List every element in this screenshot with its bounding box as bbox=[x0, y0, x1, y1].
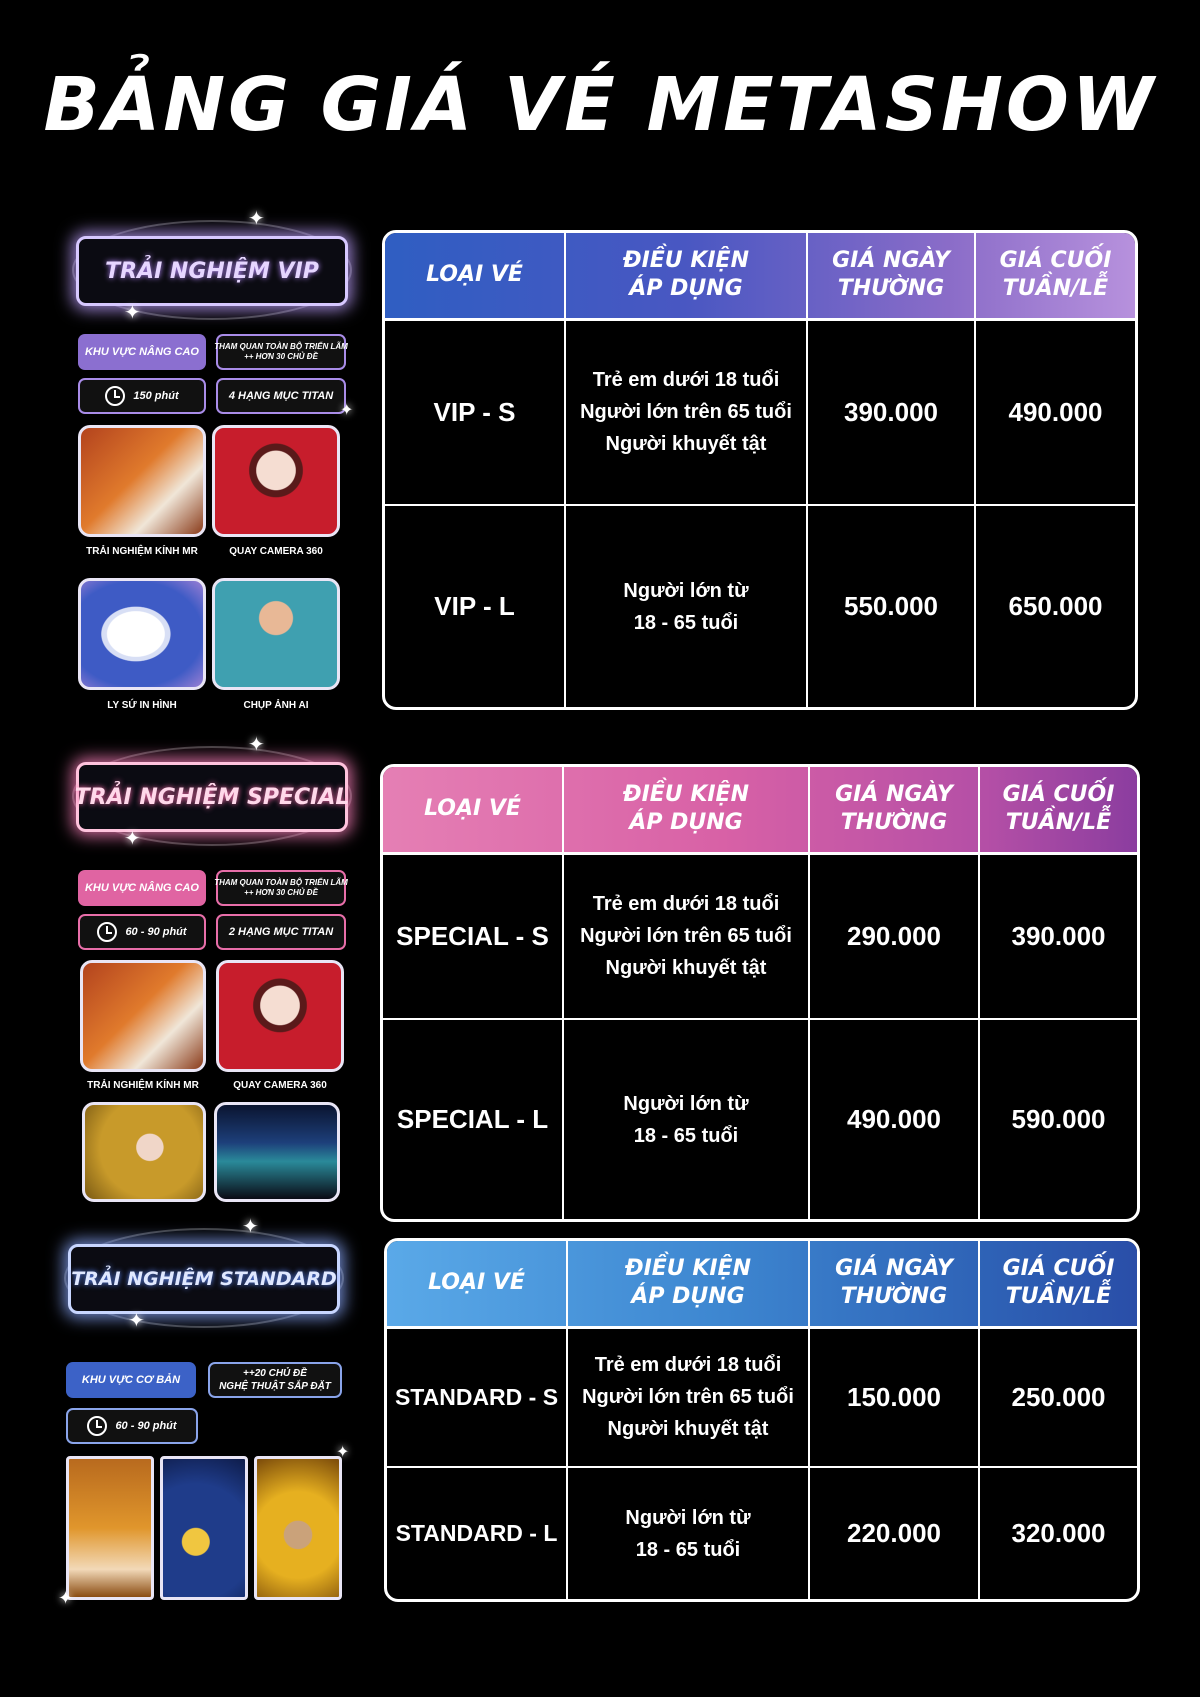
header-line: ÁP DỤNG bbox=[629, 810, 743, 836]
vip-categories-pill: 4 HẠNG MỤC TITAN bbox=[216, 378, 346, 414]
duration-text: 150 phút bbox=[133, 389, 179, 402]
header-line: GIÁ NGÀY bbox=[835, 1255, 953, 1281]
ticket-type-cell: SPECIAL - S bbox=[383, 853, 563, 1019]
header-line: GIÁ CUỐI bbox=[1002, 781, 1115, 807]
header-line: TUẦN/LỄ bbox=[1005, 810, 1112, 836]
sparkle-icon: ✦ bbox=[336, 1444, 350, 1461]
weekday-price-cell: 490.000 bbox=[809, 1019, 979, 1219]
special-badge-frame bbox=[62, 734, 362, 850]
weekend-price-cell: 650.000 bbox=[1008, 591, 1103, 621]
weekend-price-cell: 390.000 bbox=[979, 853, 1137, 1019]
mr-headset-photo bbox=[78, 425, 206, 537]
standard-section bbox=[0, 1216, 1200, 1628]
standard-area-pill: KHU VỰC CƠ BẢN bbox=[66, 1362, 196, 1398]
condition-line: Trẻ em dưới 18 tuổi bbox=[592, 369, 780, 392]
golden-room-photo bbox=[82, 1102, 206, 1202]
photo-caption: LY SỨ IN HÌNH bbox=[107, 700, 177, 711]
header-weekday-price bbox=[807, 233, 975, 319]
condition-cell bbox=[565, 505, 807, 707]
ticket-type-cell: SPECIAL - L bbox=[383, 1019, 563, 1219]
standard-duration-pill bbox=[66, 1408, 198, 1444]
header-weekend-price bbox=[979, 767, 1137, 853]
ticket-type-cell: VIP - L bbox=[385, 505, 565, 707]
weekend-price-cell: 590.000 bbox=[1011, 1104, 1106, 1134]
special-info-panel bbox=[62, 734, 362, 1212]
pill-line: THAM QUAN TOÀN BỘ TRIỂN LÃM bbox=[214, 877, 348, 887]
weekday-price-cell: 150.000 bbox=[809, 1327, 979, 1467]
sunflowers-photo bbox=[254, 1456, 342, 1600]
sparkle-icon: ✦ bbox=[124, 302, 141, 324]
starry-night-photo bbox=[160, 1456, 248, 1600]
table-row bbox=[387, 1467, 1137, 1599]
header-ticket-type: LOẠI VÉ bbox=[383, 767, 563, 853]
sparkle-icon: ✦ bbox=[248, 734, 265, 756]
special-section bbox=[0, 734, 1200, 1212]
condition-line: Người lớn trên 65 tuổi bbox=[582, 1386, 794, 1409]
header-line: ÁP DỤNG bbox=[631, 1284, 745, 1310]
header-line: GIÁ NGÀY bbox=[832, 247, 950, 273]
photo-caption: TRẢI NGHIỆM KÍNH MR bbox=[87, 1080, 199, 1091]
duration-text: 60 - 90 phút bbox=[115, 1419, 177, 1432]
header-line: GIÁ CUỐI bbox=[999, 247, 1112, 273]
special-tour-pill bbox=[216, 870, 346, 906]
special-price-table bbox=[380, 764, 1140, 1222]
standard-badge: TRẢI NGHIỆM STANDARD bbox=[68, 1244, 340, 1314]
header-line: THƯỜNG bbox=[840, 1284, 948, 1310]
weekend-price-cell: 490.000 bbox=[975, 319, 1135, 505]
header-weekend-price bbox=[975, 233, 1135, 319]
vip-price-table bbox=[382, 230, 1138, 710]
special-duration-pill bbox=[78, 914, 206, 950]
ai-portrait-photo bbox=[212, 578, 340, 690]
weekend-price-cell: 250.000 bbox=[979, 1327, 1137, 1467]
header-weekend-price bbox=[979, 1241, 1137, 1327]
pill-line: ++ HƠN 30 CHỦ ĐỀ bbox=[244, 352, 318, 361]
mr-headset-photo bbox=[80, 960, 206, 1072]
table-row bbox=[387, 1327, 1137, 1467]
vip-tour-pill bbox=[216, 334, 346, 370]
weekday-price-cell: 550.000 bbox=[807, 505, 975, 707]
vip-section bbox=[0, 210, 1200, 720]
special-categories-pill: 2 HẠNG MỤC TITAN bbox=[216, 914, 346, 950]
condition-line: Người khuyết tật bbox=[605, 957, 767, 980]
special-area-pill: KHU VỰC NÂNG CAO bbox=[78, 870, 206, 906]
ticket-type-cell: VIP - S bbox=[385, 319, 565, 505]
standard-info-panel bbox=[58, 1216, 360, 1628]
sparkle-icon: ✦ bbox=[242, 1216, 259, 1238]
clock-icon bbox=[87, 1416, 107, 1436]
header-line: GIÁ CUỐI bbox=[1002, 1255, 1115, 1281]
condition-cell bbox=[567, 1467, 809, 1599]
vip-badge-frame bbox=[62, 208, 362, 324]
pill-line: ++20 CHỦ ĐỀ bbox=[243, 1368, 307, 1379]
immersive-hall-photo bbox=[214, 1102, 340, 1202]
condition-cell bbox=[565, 319, 807, 505]
pill-line: NGHỆ THUẬT SẮP ĐẶT bbox=[219, 1381, 331, 1392]
condition-line: Người khuyết tật bbox=[607, 1418, 769, 1441]
header-condition bbox=[567, 1241, 809, 1327]
header-line: ĐIỀU KIỆN bbox=[622, 247, 749, 273]
vip-duration-pill bbox=[78, 378, 206, 414]
vip-info-panel bbox=[62, 210, 362, 720]
duration-text: 60 - 90 phút bbox=[125, 925, 187, 938]
header-line: ÁP DỤNG bbox=[629, 276, 743, 302]
header-line: GIÁ NGÀY bbox=[835, 781, 953, 807]
condition-line: Trẻ em dưới 18 tuổi bbox=[592, 893, 780, 916]
gallery-painting-photo bbox=[66, 1456, 154, 1600]
camera-360-photo bbox=[212, 425, 340, 537]
special-badge: TRẢI NGHIỆM SPECIAL bbox=[76, 762, 348, 832]
table-row bbox=[385, 319, 1135, 505]
weekday-price-cell: 390.000 bbox=[807, 319, 975, 505]
table-row bbox=[383, 853, 1137, 1019]
sparkle-icon: ✦ bbox=[124, 828, 141, 850]
header-weekday-price bbox=[809, 1241, 979, 1327]
standard-topics-pill bbox=[208, 1362, 342, 1398]
ticket-type-cell: STANDARD - L bbox=[387, 1467, 567, 1599]
header-line: ĐIỀU KIỆN bbox=[624, 1255, 751, 1281]
photo-caption: TRẢI NGHIỆM KÍNH MR bbox=[86, 546, 198, 557]
header-line: ĐIỀU KIỆN bbox=[622, 781, 749, 807]
condition-line: 18 - 65 tuổi bbox=[633, 1124, 739, 1147]
header-line: THƯỜNG bbox=[837, 276, 945, 302]
condition-line: Trẻ em dưới 18 tuổi bbox=[594, 1354, 782, 1377]
condition-cell bbox=[567, 1327, 809, 1467]
condition-line: Người lớn từ bbox=[623, 579, 749, 602]
weekend-price-cell: 320.000 bbox=[1011, 1518, 1106, 1548]
condition-line: Người lớn từ bbox=[623, 1092, 749, 1115]
header-line: THƯỜNG bbox=[840, 810, 948, 836]
header-line: TUẦN/LỄ bbox=[1005, 1284, 1112, 1310]
ticket-type-cell: STANDARD - S bbox=[387, 1327, 567, 1467]
header-weekday-price bbox=[809, 767, 979, 853]
header-line: TUẦN/LỄ bbox=[1002, 276, 1109, 302]
vip-badge: TRẢI NGHIỆM VIP bbox=[76, 236, 348, 306]
condition-line: 18 - 65 tuổi bbox=[635, 1538, 741, 1561]
condition-line: 18 - 65 tuổi bbox=[633, 611, 739, 634]
condition-line: Người lớn từ bbox=[625, 1506, 751, 1529]
header-condition bbox=[565, 233, 807, 319]
photo-caption: QUAY CAMERA 360 bbox=[229, 546, 323, 557]
standard-badge-frame bbox=[54, 1216, 354, 1332]
clock-icon bbox=[97, 922, 117, 942]
sparkle-icon: ✦ bbox=[58, 1588, 74, 1608]
table-row bbox=[385, 505, 1135, 707]
vip-area-pill: KHU VỰC NÂNG CAO bbox=[78, 334, 206, 370]
header-ticket-type: LOẠI VÉ bbox=[385, 233, 565, 319]
pill-line: ++ HƠN 30 CHỦ ĐỀ bbox=[244, 888, 318, 897]
camera-360-photo bbox=[216, 960, 344, 1072]
condition-cell bbox=[563, 853, 809, 1019]
photo-caption: QUAY CAMERA 360 bbox=[233, 1080, 327, 1091]
photo-caption: CHỤP ẢNH AI bbox=[243, 700, 309, 711]
weekday-price-cell: 220.000 bbox=[809, 1467, 979, 1599]
printed-mug-photo bbox=[78, 578, 206, 690]
condition-line: Người lớn trên 65 tuổi bbox=[580, 925, 792, 948]
standard-price-table bbox=[384, 1238, 1140, 1602]
condition-line: Người khuyết tật bbox=[605, 433, 767, 456]
clock-icon bbox=[105, 386, 125, 406]
condition-cell bbox=[563, 1019, 809, 1219]
sparkle-icon: ✦ bbox=[340, 402, 354, 419]
pill-line: THAM QUAN TOÀN BỘ TRIỂN LÃM bbox=[214, 341, 348, 351]
sparkle-icon: ✦ bbox=[248, 208, 265, 230]
condition-line: Người lớn trên 65 tuổi bbox=[580, 401, 792, 424]
header-ticket-type: LOẠI VÉ bbox=[387, 1241, 567, 1327]
header-condition bbox=[563, 767, 809, 853]
weekday-price-cell: 290.000 bbox=[809, 853, 979, 1019]
sparkle-icon: ✦ bbox=[128, 1310, 145, 1332]
table-row bbox=[383, 1019, 1137, 1219]
page-title: BẢNG GIÁ VÉ METASHOW bbox=[43, 62, 1157, 148]
